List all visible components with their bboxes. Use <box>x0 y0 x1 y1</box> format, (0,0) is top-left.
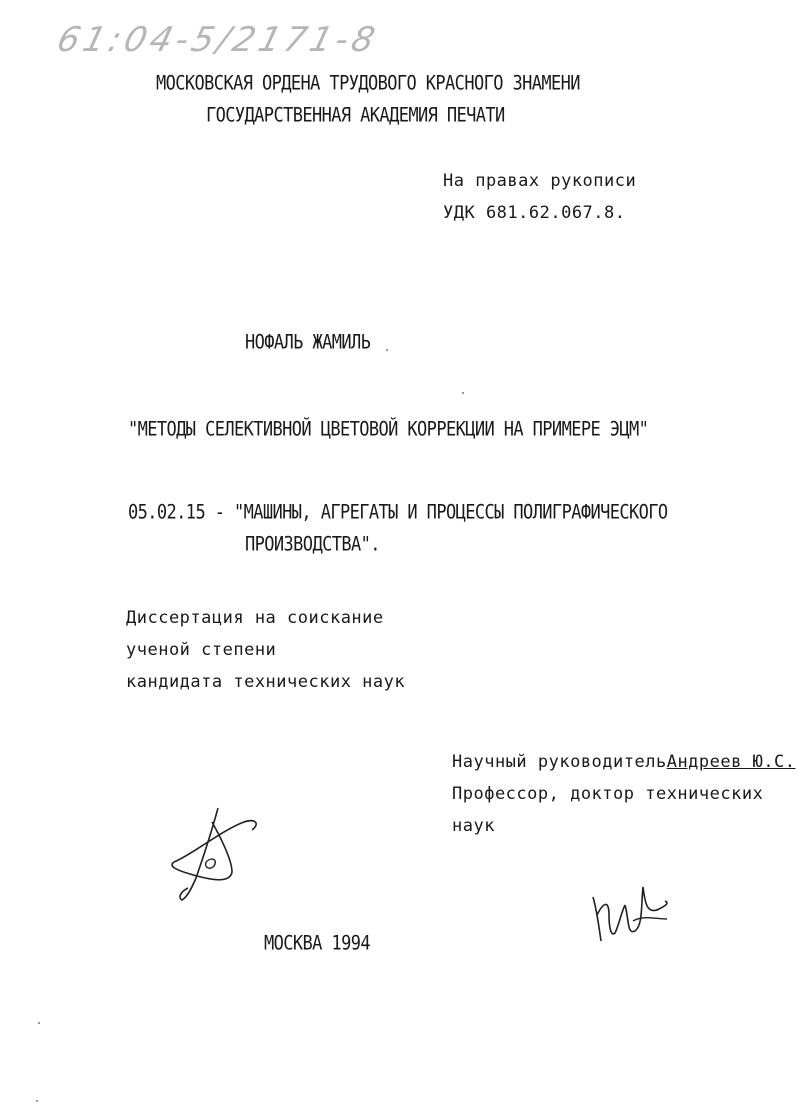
degree-line-3: кандидата технических наук <box>126 672 406 692</box>
scan-speck <box>462 392 464 394</box>
degree-line-1: Диссертация на соискание <box>126 608 384 628</box>
supervisor-signature <box>585 875 675 955</box>
institution-line-2: ГОСУДАРСТВЕННАЯ АКАДЕМИЯ ПЕЧАТИ <box>206 104 505 127</box>
author-signature <box>160 800 270 910</box>
manuscript-rights: На правах рукописи <box>443 171 637 191</box>
degree-line-2: ученой степени <box>126 640 277 660</box>
city-year: МОСКВА 1994 <box>264 932 370 955</box>
scan-speck <box>386 349 388 351</box>
supervisor-line-2: Профессор, доктор технических <box>452 784 764 804</box>
udk-code: УДК 681.62.067.8. <box>443 203 626 223</box>
scan-speck <box>36 1100 38 1102</box>
specialty-line-1: 05.02.15 - "МАШИНЫ, АГРЕГАТЫ И ПРОЦЕССЫ ПОЛИГРАФИЧЕСКОГО <box>128 501 668 524</box>
institution-line-1: МОСКОВСКАЯ ОРДЕНА ТРУДОВОГО КРАСНОГО ЗНАМЕНИ <box>156 72 580 95</box>
supervisor-line-1 <box>452 752 796 772</box>
supervisor-prefix: Научный руководитель <box>452 752 667 772</box>
dissertation-title: "МЕТОДЫ СЕЛЕКТИВНОЙ ЦВЕТОВОЙ КОРРЕКЦИИ НА ПРИМЕРЕ ЭЦМ" <box>128 418 649 441</box>
specialty-line-2: ПРОИЗВОДСТВА". <box>245 533 380 556</box>
archive-number-handwritten: 61:04-5/2171-8 <box>53 20 383 60</box>
supervisor-line-3: наук <box>452 816 495 836</box>
supervisor-name: Андреев Ю.С. <box>666 752 796 772</box>
scan-speck <box>38 1022 40 1024</box>
author-name: НОФАЛЬ ЖАМИЛЬ <box>245 331 371 354</box>
